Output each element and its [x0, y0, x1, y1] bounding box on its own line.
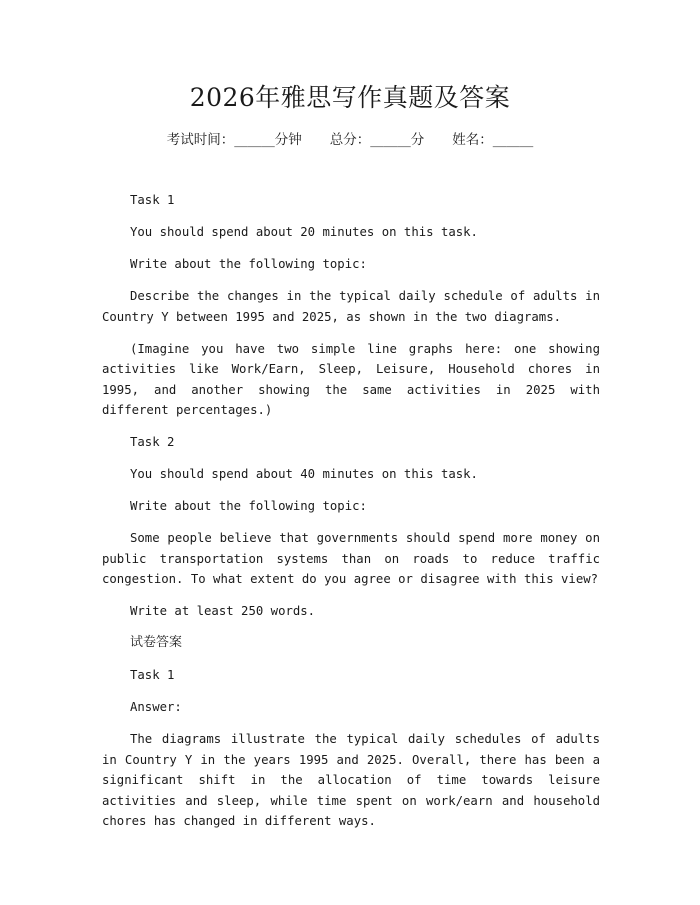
- task1-topic-label: Write about the following topic:: [130, 257, 367, 271]
- exam-info-line: [0, 130, 700, 150]
- answers-heading: 试卷答案: [130, 635, 183, 650]
- answer-task1-text: The diagrams illustrate the typical daily schedules of adults in Country Y in the years 1995 and 2025. Overall, there has been a significant shift in the allocation of time towards leisure activities and sleep, while time spent on work/earn and household chores has changed in different ways.: [102, 732, 600, 828]
- document-body: [102, 190, 600, 843]
- exam-time-field: 考试时间：______分钟: [166, 132, 302, 148]
- task1-time-instruction: You should spend about 20 minutes on this task.: [130, 225, 478, 239]
- answer-label: Answer:: [130, 700, 182, 714]
- total-score-field: 总分：______分: [329, 132, 425, 148]
- document-title: 2026年雅思写作真题及答案: [189, 83, 511, 112]
- task1-heading: Task 1: [130, 193, 175, 207]
- task2-topic-label: Write about the following topic:: [130, 499, 367, 513]
- answer-task1-heading: Task 1: [130, 668, 175, 682]
- task1-diagram-note: (Imagine you have two simple line graphs here: one showing activities like Work/Earn, Sleep, Leisure, Household chores in 1995, and another showing the same activities in 2025 with different percentages.): [102, 341, 600, 417]
- task2-time-instruction: You should spend about 40 minutes on this task.: [130, 467, 478, 481]
- task1-prompt: Describe the changes in the typical daily schedule of adults in Country Y between 1995 and 2025, as shown in the two diagrams.: [102, 289, 600, 324]
- task2-prompt: Some people believe that governments should spend more money on public transportation systems than on roads to reduce traffic congestion. To what extent do you agree or disagree with this view?: [102, 531, 600, 586]
- name-field: 姓名：______: [452, 132, 534, 148]
- task2-heading: Task 2: [130, 435, 175, 449]
- task2-word-requirement: Write at least 250 words.: [130, 604, 316, 618]
